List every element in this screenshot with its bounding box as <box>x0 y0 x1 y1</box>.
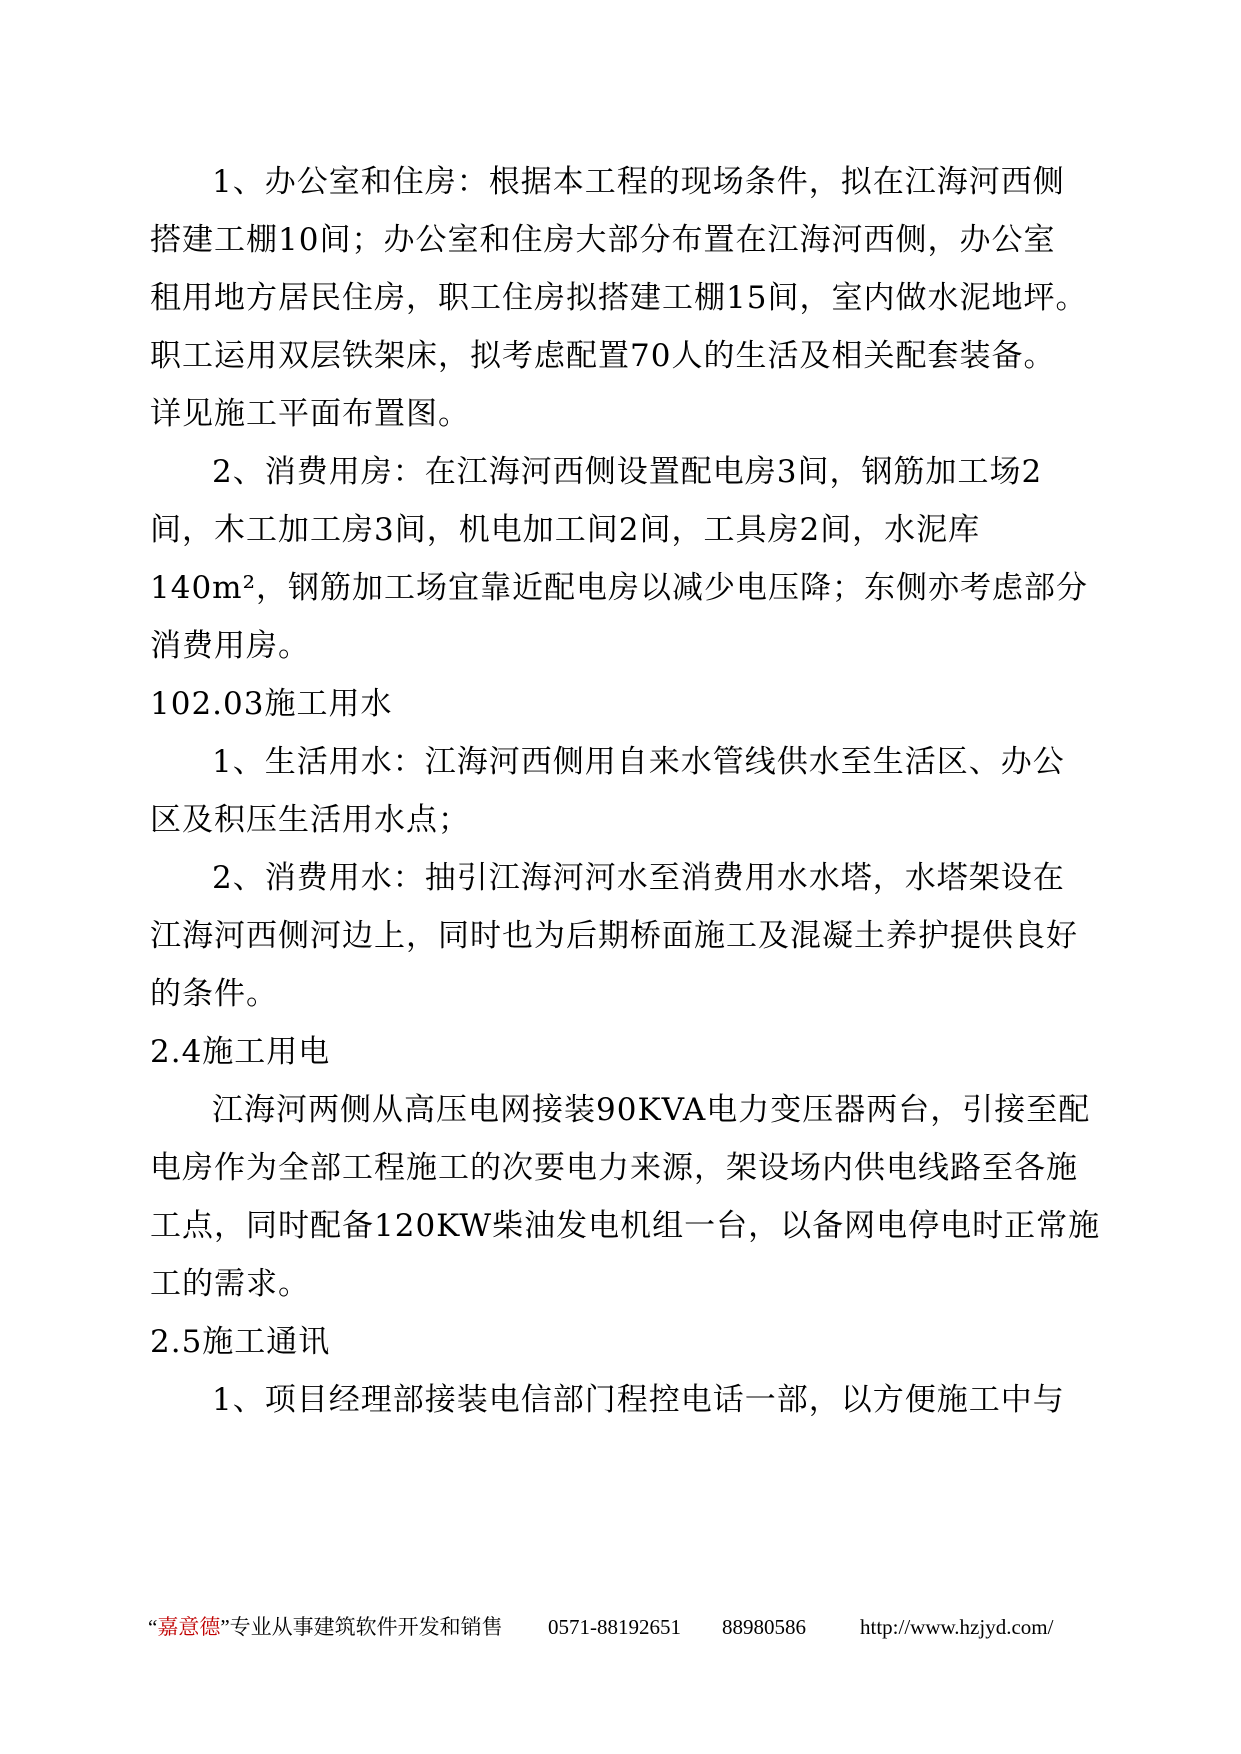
footer-brand: 嘉意德 <box>157 1615 221 1639</box>
text-line: 1、生活用水：江海河西侧用自来水管线供水至生活区、办公 <box>212 744 1065 780</box>
footer-quote-open: “ <box>148 1615 158 1639</box>
text-line: 租用地方居民住房，职工住房拟搭建工棚15间，室内做水泥地坪。 <box>150 280 1088 316</box>
text-line: 工点，同时配备120KW柴油发电机组一台，以备网电停电时正常施 <box>150 1208 1101 1244</box>
footer-company <box>148 1612 503 1642</box>
text-line: 职工运用双层铁架床，拟考虑配置70人的生活及相关配套装备。 <box>150 338 1056 374</box>
text-line: 1、办公室和住房：根据本工程的现场条件，拟在江海河西侧 <box>212 164 1065 200</box>
section-heading: 2.4施工用电 <box>150 1034 331 1070</box>
text-line: 间，木工加工房3间，机电加工间2间，工具房2间，水泥库 <box>150 512 981 548</box>
text-line: 搭建工棚10间；办公室和住房大部分布置在江海河西侧，办公室 <box>150 222 1056 258</box>
section-heading: 2.5施工通讯 <box>150 1324 331 1360</box>
text-line: 工的需求。 <box>150 1266 310 1302</box>
footer-phone-1: 0571-88192651 <box>548 1615 681 1639</box>
page-footer <box>148 1612 1108 1642</box>
text-line: 1、项目经理部接装电信部门程控电话一部，以方便施工中与 <box>212 1382 1065 1418</box>
section-heading: 102.03施工用水 <box>150 686 393 722</box>
footer-url[interactable]: http://www.hzjyd.com/ <box>860 1615 1054 1639</box>
text-line: 区及积压生活用水点； <box>150 802 470 838</box>
text-line: 140m²，钢筋加工场宜靠近配电房以减少电压降；东侧亦考虑部分 <box>150 570 1088 606</box>
text-line: 详见施工平面布置图。 <box>150 396 470 432</box>
footer-tagline: 专业从事建筑软件开发和销售 <box>229 1615 503 1639</box>
text-line: 的条件。 <box>150 976 278 1012</box>
footer-quote-close: ” <box>220 1615 230 1639</box>
text-line: 电房作为全部工程施工的次要电力来源，架设场内供电线路至各施 <box>150 1150 1078 1186</box>
text-line: 2、消费用水：抽引江海河河水至消费用水水塔，水塔架设在 <box>212 860 1065 896</box>
text-line: 江海河西侧河边上，同时也为后期桥面施工及混凝土养护提供良好 <box>150 918 1078 954</box>
text-line: 江海河两侧从高压电网接装90KVA电力变压器两台，引接至配 <box>212 1092 1091 1128</box>
footer-phone-2: 88980586 <box>722 1615 806 1639</box>
text-line: 2、消费用房：在江海河西侧设置配电房3间，钢筋加工场2 <box>212 454 1043 490</box>
text-line: 消费用房。 <box>150 628 310 664</box>
